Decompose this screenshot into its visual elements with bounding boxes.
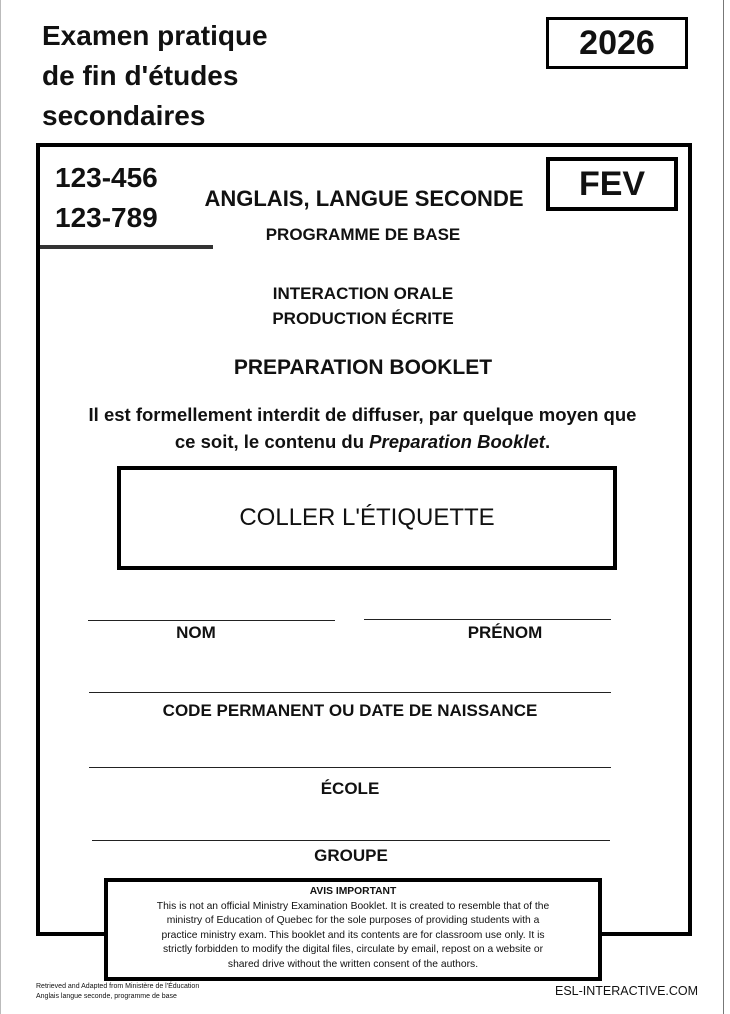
notice-line: practice ministry exam. This booklet and its contents are for classroom use only. It is (161, 929, 545, 941)
codes-underline (40, 245, 213, 249)
exam-title-line: Examen pratique (42, 20, 268, 51)
ecole-line[interactable] (89, 767, 611, 768)
page-left-edge (0, 0, 1, 1014)
important-notice (104, 878, 602, 981)
booklet-title: PREPARATION BOOKLET (233, 356, 493, 379)
warning-end: . (544, 431, 551, 452)
exam-code: 123-789 (55, 202, 158, 233)
exam-code: 123-456 (55, 162, 158, 193)
groupe-line[interactable] (92, 840, 610, 841)
source-line: Anglais langue seconde, programme de base (36, 993, 177, 1000)
notice-line: This is not an official Ministry Examination Booklet. It is created to resemble that of the (156, 900, 550, 912)
groupe-label: GROUPE (314, 846, 388, 865)
subject-title: ANGLAIS, LANGUE SECONDE (204, 186, 524, 211)
prenom-label: PRÉNOM (467, 623, 543, 642)
site-credit: ESL-INTERACTIVE.COM (555, 984, 699, 998)
period-code-box: FEV (546, 157, 678, 211)
warning-booklet-name: Preparation Booklet (369, 431, 545, 452)
notice-line: ministry of Education of Quebec for the sole purposes of providing students with a (166, 915, 540, 926)
notice-line: strictly forbidden to modify the digital files, circulate by email, repost on a website or (162, 944, 543, 955)
code-permanent-line[interactable] (89, 692, 611, 693)
notice-line: shared drive without the written consent of the authors. (227, 958, 479, 970)
component-written: PRODUCTION ÉCRITE (272, 309, 454, 328)
exam-title-line: secondaires (42, 100, 206, 131)
warning-text: Il est formellement interdit de diffuser, par quelque moyen que ce soit, le contenu du (88, 404, 637, 452)
distribution-warning (80, 401, 645, 455)
prenom-line[interactable] (364, 619, 611, 620)
nom-label: NOM (176, 623, 216, 642)
source-line: Retrieved and Adapted from Ministère de l'Éducation (36, 983, 200, 990)
exam-components (200, 281, 526, 331)
page-right-edge (723, 0, 724, 1014)
exam-codes (55, 158, 158, 238)
notice-title: AVIS IMPORTANT (309, 886, 397, 897)
program-name: PROGRAMME DE BASE (265, 225, 461, 244)
sticker-label-box[interactable]: COLLER L'ÉTIQUETTE (117, 466, 617, 570)
exam-title-line: de fin d'études (42, 60, 239, 91)
ecole-label: ÉCOLE (320, 779, 380, 798)
source-credit (36, 982, 199, 1002)
component-oral: INTERACTION ORALE (272, 284, 454, 303)
nom-line[interactable] (88, 620, 335, 621)
year-box: 2026 (546, 17, 688, 69)
code-permanent-label: CODE PERMANENT OU DATE DE NAISSANCE (162, 701, 538, 720)
exam-title (42, 16, 268, 136)
